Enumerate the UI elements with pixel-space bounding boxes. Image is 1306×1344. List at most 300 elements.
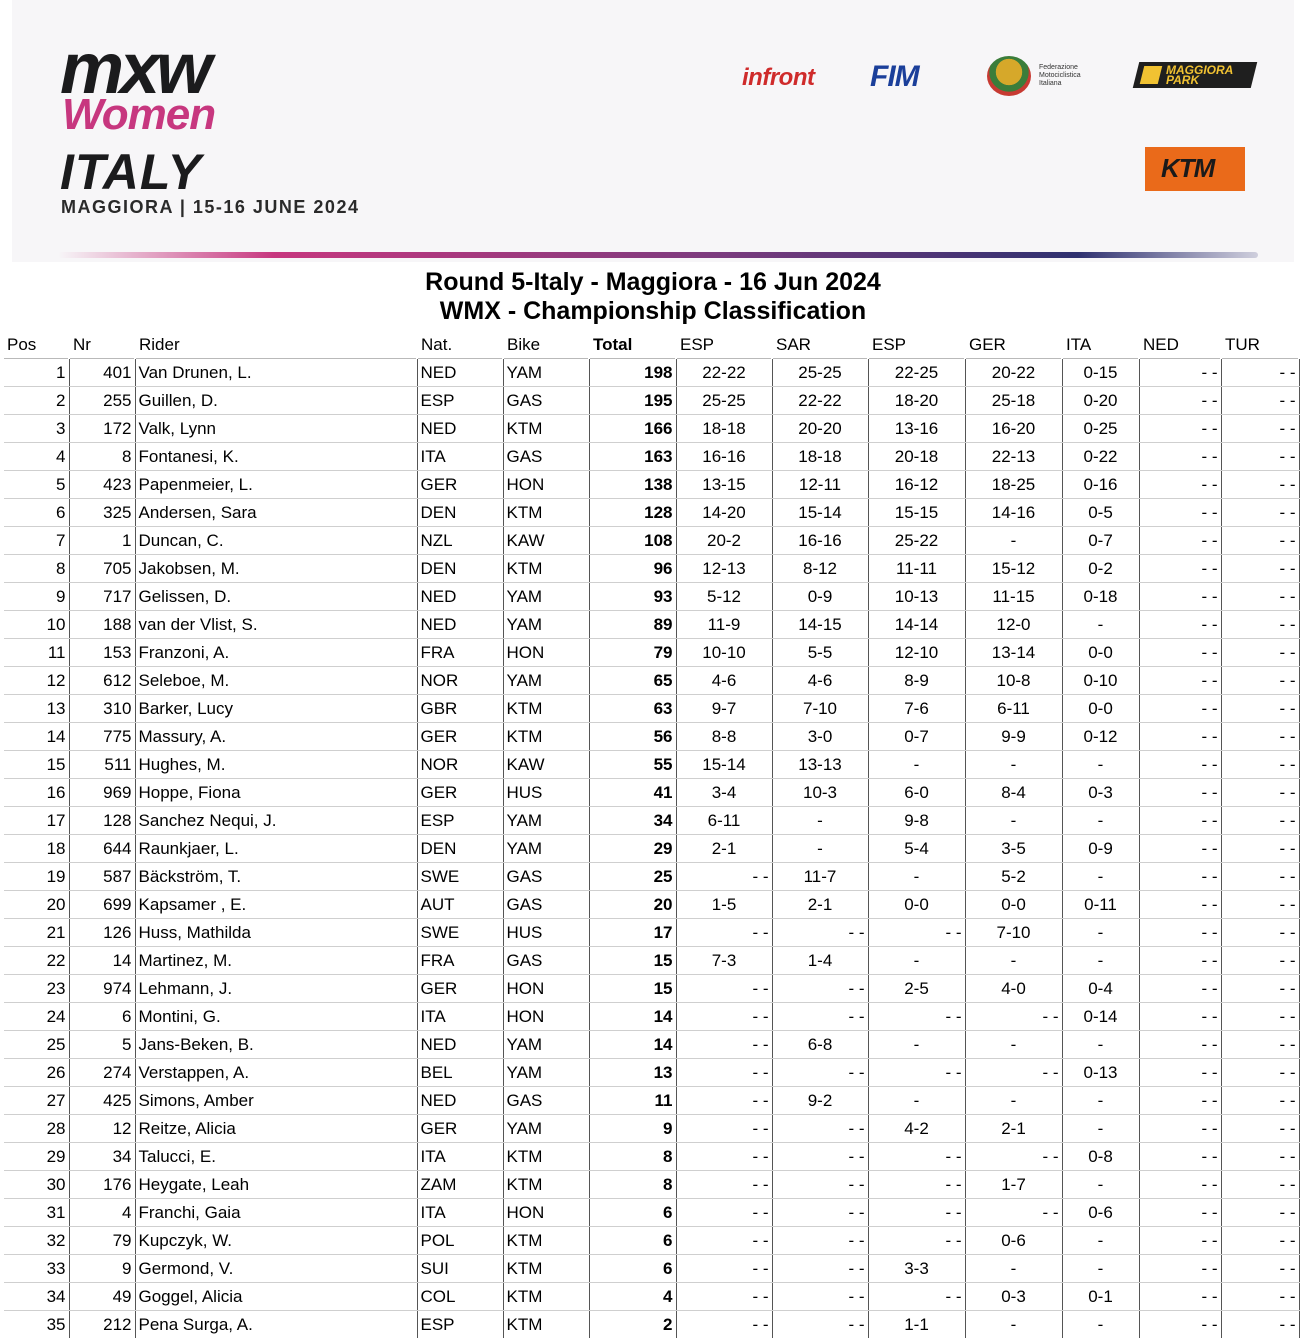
cell-total: 17 <box>589 919 676 947</box>
cell-round3-esp: 13-16 <box>868 415 965 443</box>
cell-nat: ITA <box>417 1003 503 1031</box>
fmi-badge-icon <box>987 56 1031 96</box>
cell-round6-ned: - - <box>1139 779 1221 807</box>
cell-pos: 34 <box>4 1283 69 1311</box>
cell-nat: ZAM <box>417 1171 503 1199</box>
cell-rider: Sanchez Nequi, J. <box>135 807 417 835</box>
cell-round4-ger: - <box>965 1255 1062 1283</box>
cell-round1-esp: 11-9 <box>676 611 772 639</box>
cell-bike: HON <box>503 1199 589 1227</box>
table-row <box>4 1171 1299 1199</box>
cell-round1-esp: 18-18 <box>676 415 772 443</box>
cell-pos: 13 <box>4 695 69 723</box>
cell-round7-tur: - - <box>1221 863 1299 891</box>
cell-total: 9 <box>589 1115 676 1143</box>
cell-round3-esp: - <box>868 751 965 779</box>
logo-mx: mx <box>60 29 157 109</box>
cell-round6-ned: - - <box>1139 555 1221 583</box>
cell-round7-tur: - - <box>1221 611 1299 639</box>
cell-round6-ned: - - <box>1139 891 1221 919</box>
cell-rider: Simons, Amber <box>135 1087 417 1115</box>
cell-nat: SUI <box>417 1255 503 1283</box>
cell-round6-ned: - - <box>1139 1255 1221 1283</box>
cell-round6-ned: - - <box>1139 1199 1221 1227</box>
cell-round4-ger: 16-20 <box>965 415 1062 443</box>
cell-nat: GER <box>417 471 503 499</box>
cell-round4-ger: - <box>965 807 1062 835</box>
cell-bike: GAS <box>503 863 589 891</box>
column-header-rider: Rider <box>135 331 417 359</box>
cell-round3-esp: 9-8 <box>868 807 965 835</box>
cell-total: 15 <box>589 947 676 975</box>
cell-pos: 12 <box>4 667 69 695</box>
cell-round6-ned: - - <box>1139 1115 1221 1143</box>
cell-bike: YAM <box>503 1059 589 1087</box>
cell-round5-ita: 0-15 <box>1062 359 1139 387</box>
cell-round2-sar: 13-13 <box>772 751 868 779</box>
cell-pos: 20 <box>4 891 69 919</box>
cell-round1-esp: 5-12 <box>676 583 772 611</box>
cell-round4-ger: 3-5 <box>965 835 1062 863</box>
cell-rider: van der Vlist, S. <box>135 611 417 639</box>
cell-round2-sar: - - <box>772 1283 868 1311</box>
cell-round3-esp: 11-11 <box>868 555 965 583</box>
cell-round7-tur: - - <box>1221 1255 1299 1283</box>
cell-pos: 29 <box>4 1143 69 1171</box>
cell-round3-esp: 22-25 <box>868 359 965 387</box>
cell-round1-esp: - - <box>676 1171 772 1199</box>
table-body <box>4 359 1299 1339</box>
cell-round6-ned: - - <box>1139 499 1221 527</box>
cell-round2-sar: 16-16 <box>772 527 868 555</box>
cell-round1-esp: 15-14 <box>676 751 772 779</box>
cell-nr: 6 <box>69 1003 135 1031</box>
cell-total: 29 <box>589 835 676 863</box>
cell-round6-ned: - - <box>1139 975 1221 1003</box>
cell-nat: ESP <box>417 387 503 415</box>
cell-round2-sar: 7-10 <box>772 695 868 723</box>
cell-round2-sar: 11-7 <box>772 863 868 891</box>
cell-nr: 612 <box>69 667 135 695</box>
cell-nr: 511 <box>69 751 135 779</box>
cell-round5-ita: 0-6 <box>1062 1199 1139 1227</box>
cell-rider: Hoppe, Fiona <box>135 779 417 807</box>
table-row <box>4 835 1299 863</box>
table-row <box>4 1199 1299 1227</box>
cell-rider: Van Drunen, L. <box>135 359 417 387</box>
cell-round6-ned: - - <box>1139 1311 1221 1339</box>
cell-round5-ita: - <box>1062 1031 1139 1059</box>
cell-round6-ned: - - <box>1139 1227 1221 1255</box>
cell-round1-esp: 12-13 <box>676 555 772 583</box>
column-header-round6-ned: NED <box>1139 331 1221 359</box>
table-header-row <box>4 331 1299 359</box>
table-row <box>4 471 1299 499</box>
cell-round1-esp: - - <box>676 1003 772 1031</box>
cell-round4-ger: 13-14 <box>965 639 1062 667</box>
cell-total: 56 <box>589 723 676 751</box>
cell-round4-ger: - <box>965 947 1062 975</box>
cell-round6-ned: - - <box>1139 695 1221 723</box>
cell-round6-ned: - - <box>1139 1283 1221 1311</box>
cell-bike: HON <box>503 975 589 1003</box>
cell-round3-esp: 25-22 <box>868 527 965 555</box>
cell-bike: KTM <box>503 415 589 443</box>
cell-round1-esp: - - <box>676 1115 772 1143</box>
cell-round3-esp: 20-18 <box>868 443 965 471</box>
cell-rider: Raunkjaer, L. <box>135 835 417 863</box>
event-country: ITALY <box>60 144 203 200</box>
cell-nr: 717 <box>69 583 135 611</box>
cell-bike: YAM <box>503 611 589 639</box>
cell-round5-ita: 0-0 <box>1062 639 1139 667</box>
cell-round5-ita: 0-5 <box>1062 499 1139 527</box>
cell-round7-tur: - - <box>1221 1003 1299 1031</box>
cell-bike: GAS <box>503 443 589 471</box>
cell-round4-ger: - <box>965 751 1062 779</box>
cell-round7-tur: - - <box>1221 583 1299 611</box>
table-row <box>4 919 1299 947</box>
cell-nat: GER <box>417 723 503 751</box>
cell-nr: 188 <box>69 611 135 639</box>
column-header-total: Total <box>589 331 676 359</box>
cell-round4-ger: 12-0 <box>965 611 1062 639</box>
cell-total: 65 <box>589 667 676 695</box>
cell-rider: Guillen, D. <box>135 387 417 415</box>
cell-round1-esp: 6-11 <box>676 807 772 835</box>
cell-round6-ned: - - <box>1139 471 1221 499</box>
cell-total: 63 <box>589 695 676 723</box>
cell-round1-esp: 10-10 <box>676 639 772 667</box>
cell-total: 128 <box>589 499 676 527</box>
cell-round5-ita: - <box>1062 1255 1139 1283</box>
cell-nat: NED <box>417 359 503 387</box>
cell-bike: KTM <box>503 1283 589 1311</box>
cell-round3-esp: 14-14 <box>868 611 965 639</box>
cell-bike: HON <box>503 639 589 667</box>
cell-round1-esp: - - <box>676 1199 772 1227</box>
column-header-round3-esp: ESP <box>868 331 965 359</box>
cell-round7-tur: - - <box>1221 667 1299 695</box>
cell-pos: 2 <box>4 387 69 415</box>
cell-pos: 5 <box>4 471 69 499</box>
cell-round4-ger: - - <box>965 1059 1062 1087</box>
cell-nat: ESP <box>417 807 503 835</box>
cell-bike: YAM <box>503 359 589 387</box>
cell-round3-esp: 7-6 <box>868 695 965 723</box>
cell-round1-esp: 2-1 <box>676 835 772 863</box>
cell-total: 20 <box>589 891 676 919</box>
cell-round7-tur: - - <box>1221 975 1299 1003</box>
cell-round2-sar: - - <box>772 1199 868 1227</box>
table-row <box>4 1115 1299 1143</box>
cell-round6-ned: - - <box>1139 527 1221 555</box>
cell-nat: NED <box>417 583 503 611</box>
cell-nr: 423 <box>69 471 135 499</box>
cell-rider: Jans-Beken, B. <box>135 1031 417 1059</box>
cell-round7-tur: - - <box>1221 695 1299 723</box>
cell-pos: 32 <box>4 1227 69 1255</box>
cell-rider: Gelissen, D. <box>135 583 417 611</box>
column-header-round4-ger: GER <box>965 331 1062 359</box>
cell-nr: 587 <box>69 863 135 891</box>
cell-bike: GAS <box>503 1087 589 1115</box>
cell-round7-tur: - - <box>1221 947 1299 975</box>
cell-rider: Talucci, E. <box>135 1143 417 1171</box>
cell-round2-sar: 6-8 <box>772 1031 868 1059</box>
cell-bike: YAM <box>503 1031 589 1059</box>
cell-round6-ned: - - <box>1139 1059 1221 1087</box>
fim-logo: FIM <box>870 60 919 93</box>
cell-bike: HON <box>503 1003 589 1031</box>
cell-round6-ned: - - <box>1139 1171 1221 1199</box>
cell-round2-sar: 18-18 <box>772 443 868 471</box>
cell-round3-esp: - - <box>868 1171 965 1199</box>
cell-nr: 212 <box>69 1311 135 1339</box>
cell-pos: 24 <box>4 1003 69 1031</box>
cell-round2-sar: - <box>772 835 868 863</box>
cell-round6-ned: - - <box>1139 667 1221 695</box>
cell-round1-esp: - - <box>676 1255 772 1283</box>
cell-nr: 325 <box>69 499 135 527</box>
cell-nat: FRA <box>417 639 503 667</box>
cell-nat: BEL <box>417 1059 503 1087</box>
cell-nat: DEN <box>417 835 503 863</box>
table-row <box>4 1311 1299 1339</box>
cell-nat: ITA <box>417 1143 503 1171</box>
cell-round1-esp: 9-7 <box>676 695 772 723</box>
cell-round5-ita: - <box>1062 1087 1139 1115</box>
cell-pos: 11 <box>4 639 69 667</box>
column-header-bike: Bike <box>503 331 589 359</box>
cell-total: 195 <box>589 387 676 415</box>
cell-nr: 310 <box>69 695 135 723</box>
cell-total: 4 <box>589 1283 676 1311</box>
cell-round4-ger: 0-0 <box>965 891 1062 919</box>
cell-round3-esp: - - <box>868 1283 965 1311</box>
cell-round6-ned: - - <box>1139 807 1221 835</box>
cell-round1-esp: - - <box>676 1227 772 1255</box>
cell-nr: 126 <box>69 919 135 947</box>
fmi-logo <box>987 56 1099 100</box>
cell-rider: Verstappen, A. <box>135 1059 417 1087</box>
classification-title: WMX - Championship Classification <box>439 297 867 325</box>
cell-round7-tur: - - <box>1221 639 1299 667</box>
cell-round4-ger: 20-22 <box>965 359 1062 387</box>
cell-round7-tur: - - <box>1221 1227 1299 1255</box>
cell-pos: 7 <box>4 527 69 555</box>
cell-round5-ita: 0-22 <box>1062 443 1139 471</box>
cell-nr: 79 <box>69 1227 135 1255</box>
cell-round7-tur: - - <box>1221 499 1299 527</box>
cell-round4-ger: 18-25 <box>965 471 1062 499</box>
cell-round7-tur: - - <box>1221 555 1299 583</box>
logo-w: w <box>156 29 209 109</box>
cell-rider: Lehmann, J. <box>135 975 417 1003</box>
table-row <box>4 443 1299 471</box>
table-row <box>4 611 1299 639</box>
cell-round4-ger: 0-3 <box>965 1283 1062 1311</box>
cell-round7-tur: - - <box>1221 1087 1299 1115</box>
cell-round7-tur: - - <box>1221 1143 1299 1171</box>
cell-round5-ita: - <box>1062 1171 1139 1199</box>
cell-nat: NZL <box>417 527 503 555</box>
cell-round2-sar: 0-9 <box>772 583 868 611</box>
cell-rider: Reitze, Alicia <box>135 1115 417 1143</box>
cell-rider: Franzoni, A. <box>135 639 417 667</box>
cell-round1-esp: - - <box>676 863 772 891</box>
cell-round1-esp: 20-2 <box>676 527 772 555</box>
cell-round5-ita: 0-12 <box>1062 723 1139 751</box>
cell-total: 55 <box>589 751 676 779</box>
cell-round5-ita: 0-3 <box>1062 779 1139 807</box>
cell-round1-esp: 16-16 <box>676 443 772 471</box>
cell-bike: KTM <box>503 723 589 751</box>
cell-nat: NED <box>417 611 503 639</box>
cell-total: 198 <box>589 359 676 387</box>
cell-round5-ita: 0-25 <box>1062 415 1139 443</box>
cell-bike: GAS <box>503 891 589 919</box>
cell-nr: 969 <box>69 779 135 807</box>
event-venue-date: MAGGIORA | 15-16 JUNE 2024 <box>61 197 360 217</box>
cell-pos: 19 <box>4 863 69 891</box>
cell-total: 6 <box>589 1255 676 1283</box>
cell-round6-ned: - - <box>1139 1143 1221 1171</box>
cell-total: 13 <box>589 1059 676 1087</box>
cell-round3-esp: - <box>868 863 965 891</box>
cell-pos: 25 <box>4 1031 69 1059</box>
cell-round2-sar: 15-14 <box>772 499 868 527</box>
cell-bike: KTM <box>503 1311 589 1339</box>
cell-total: 41 <box>589 779 676 807</box>
cell-round1-esp: - - <box>676 1311 772 1339</box>
cell-bike: YAM <box>503 807 589 835</box>
cell-round2-sar: 20-20 <box>772 415 868 443</box>
table-row <box>4 1031 1299 1059</box>
cell-round3-esp: - - <box>868 1059 965 1087</box>
cell-round3-esp: - - <box>868 1227 965 1255</box>
infront-logo: infront <box>742 64 815 91</box>
cell-bike: KTM <box>503 499 589 527</box>
cell-pos: 14 <box>4 723 69 751</box>
cell-bike: HUS <box>503 919 589 947</box>
cell-bike: KAW <box>503 527 589 555</box>
cell-round2-sar: 8-12 <box>772 555 868 583</box>
cell-round4-ger: 22-13 <box>965 443 1062 471</box>
cell-nr: 705 <box>69 555 135 583</box>
cell-total: 138 <box>589 471 676 499</box>
table-row <box>4 415 1299 443</box>
cell-nr: 255 <box>69 387 135 415</box>
cell-round4-ger: 11-15 <box>965 583 1062 611</box>
table-row <box>4 359 1299 387</box>
cell-pos: 3 <box>4 415 69 443</box>
cell-rider: Barker, Lucy <box>135 695 417 723</box>
table-row <box>4 723 1299 751</box>
cell-round2-sar: 9-2 <box>772 1087 868 1115</box>
cell-round3-esp: 2-5 <box>868 975 965 1003</box>
cell-total: 14 <box>589 1003 676 1031</box>
cell-pos: 15 <box>4 751 69 779</box>
table-row <box>4 1283 1299 1311</box>
cell-rider: Huss, Mathilda <box>135 919 417 947</box>
cell-round6-ned: - - <box>1139 1003 1221 1031</box>
cell-nat: NED <box>417 415 503 443</box>
cell-nat: NED <box>417 1031 503 1059</box>
cell-total: 2 <box>589 1311 676 1339</box>
cell-round3-esp: 12-10 <box>868 639 965 667</box>
cell-nat: COL <box>417 1283 503 1311</box>
cell-round1-esp: 25-25 <box>676 387 772 415</box>
cell-round3-esp: - <box>868 1087 965 1115</box>
cell-nat: GBR <box>417 695 503 723</box>
column-header-round1-esp: ESP <box>676 331 772 359</box>
cell-nr: 12 <box>69 1115 135 1143</box>
cell-nr: 153 <box>69 639 135 667</box>
cell-round3-esp: - - <box>868 1143 965 1171</box>
table-row <box>4 695 1299 723</box>
cell-round5-ita: 0-14 <box>1062 1003 1139 1031</box>
cell-round5-ita: - <box>1062 947 1139 975</box>
table-row <box>4 527 1299 555</box>
cell-round3-esp: 3-3 <box>868 1255 965 1283</box>
cell-total: 89 <box>589 611 676 639</box>
cell-nr: 775 <box>69 723 135 751</box>
cell-round7-tur: - - <box>1221 1311 1299 1339</box>
table-row <box>4 583 1299 611</box>
cell-round3-esp: 16-12 <box>868 471 965 499</box>
cell-bike: KTM <box>503 1171 589 1199</box>
column-header-round7-tur: TUR <box>1221 331 1299 359</box>
cell-round3-esp: 8-9 <box>868 667 965 695</box>
cell-pos: 17 <box>4 807 69 835</box>
table-row <box>4 779 1299 807</box>
cell-nr: 5 <box>69 1031 135 1059</box>
cell-round5-ita: 0-7 <box>1062 527 1139 555</box>
classification-table <box>4 331 1300 1338</box>
table-row <box>4 863 1299 891</box>
cell-round6-ned: - - <box>1139 1087 1221 1115</box>
cell-total: 8 <box>589 1171 676 1199</box>
cell-round1-esp: 14-20 <box>676 499 772 527</box>
cell-rider: Bäckström, T. <box>135 863 417 891</box>
cell-nat: GER <box>417 779 503 807</box>
cell-nr: 172 <box>69 415 135 443</box>
cell-round3-esp: 0-0 <box>868 891 965 919</box>
cell-round2-sar: - - <box>772 1115 868 1143</box>
table-row <box>4 1059 1299 1087</box>
cell-rider: Hughes, M. <box>135 751 417 779</box>
cell-round5-ita: - <box>1062 807 1139 835</box>
cell-round2-sar: - - <box>772 1311 868 1339</box>
table-header <box>4 331 1299 359</box>
cell-pos: 18 <box>4 835 69 863</box>
cell-round7-tur: - - <box>1221 387 1299 415</box>
table-row <box>4 1255 1299 1283</box>
cell-round5-ita: 0-16 <box>1062 471 1139 499</box>
cell-round5-ita: 0-0 <box>1062 695 1139 723</box>
column-header-nr: Nr <box>69 331 135 359</box>
cell-total: 96 <box>589 555 676 583</box>
cell-round7-tur: - - <box>1221 359 1299 387</box>
cell-round5-ita: - <box>1062 1227 1139 1255</box>
ktm-logo-text: KTM <box>1161 153 1215 183</box>
cell-bike: KTM <box>503 1143 589 1171</box>
cell-round5-ita: 0-11 <box>1062 891 1139 919</box>
table-row <box>4 1143 1299 1171</box>
cell-round1-esp: 3-4 <box>676 779 772 807</box>
cell-round6-ned: - - <box>1139 835 1221 863</box>
